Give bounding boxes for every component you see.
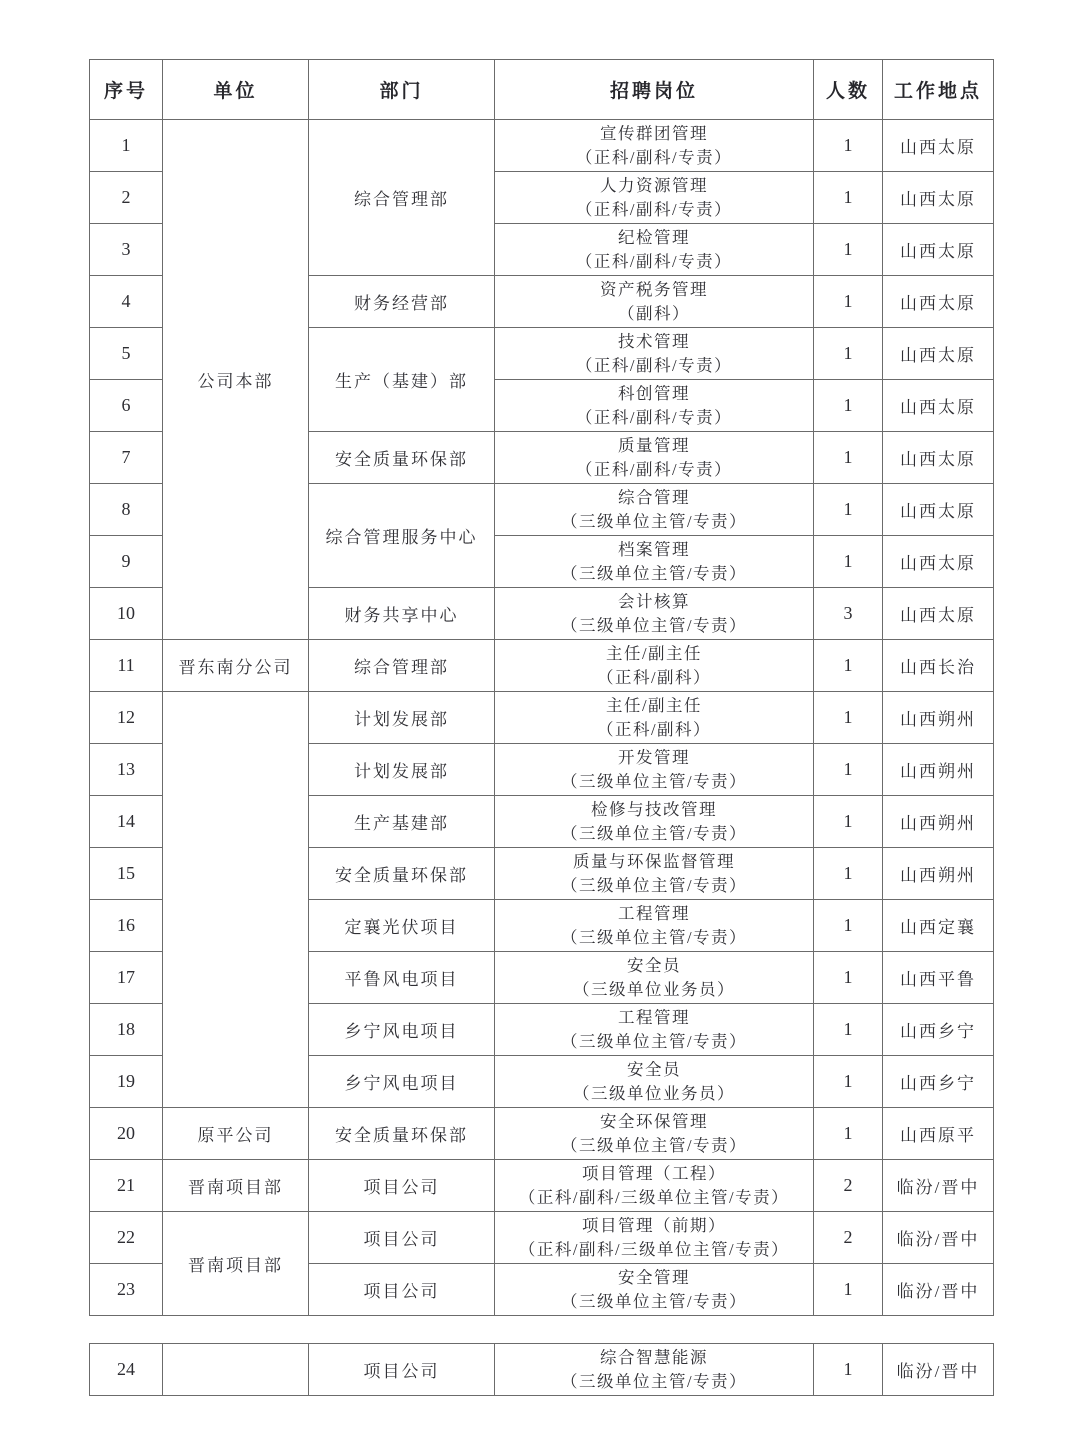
job-requirement: （正科/副科/专责） [575, 407, 733, 427]
location-cell: 山西定襄 [883, 900, 994, 952]
table-row [90, 1108, 994, 1160]
headcount-cell: 2 [814, 1160, 883, 1212]
table-row [90, 1344, 994, 1396]
dept-cell: 定襄光伏项目 [309, 900, 495, 952]
headcount-cell: 1 [814, 328, 883, 380]
headcount-cell: 1 [814, 276, 883, 328]
job-requirement: （三级单位主管/专责） [560, 1135, 748, 1155]
dept-cell: 财务共享中心 [309, 588, 495, 640]
job-cell [495, 276, 814, 328]
table-row [90, 1160, 994, 1212]
row-number-cell: 12 [90, 692, 163, 744]
location-cell: 山西太原 [883, 588, 994, 640]
recruitment-table-continuation [89, 1343, 994, 1396]
job-cell [495, 1212, 814, 1264]
job-requirement: （三级单位主管/专责） [560, 875, 748, 895]
table-row [90, 692, 994, 744]
job-cell [495, 1344, 814, 1396]
job-title: 质量管理 [618, 435, 690, 455]
job-title: 安全员 [627, 1059, 681, 1079]
header-dept: 部门 [309, 60, 495, 120]
job-cell [495, 1056, 814, 1108]
job-cell [495, 640, 814, 692]
job-title: 综合智慧能源 [600, 1347, 708, 1367]
job-requirement: （正科/副科/三级单位主管/专责） [518, 1239, 790, 1259]
header-row [90, 60, 994, 120]
job-requirement: （正科/副科/专责） [575, 459, 733, 479]
job-cell [495, 900, 814, 952]
headcount-cell: 1 [814, 692, 883, 744]
job-cell [495, 172, 814, 224]
unit-cell: 晋东南分公司 [163, 640, 309, 692]
table-row [90, 640, 994, 692]
dept-cell: 安全质量环保部 [309, 848, 495, 900]
job-cell [495, 328, 814, 380]
job-requirement: （正科/副科） [596, 667, 712, 687]
location-cell: 山西太原 [883, 432, 994, 484]
job-cell [495, 796, 814, 848]
row-number-cell: 6 [90, 380, 163, 432]
job-requirement: （三级单位主管/专责） [560, 1291, 748, 1311]
location-cell: 山西太原 [883, 224, 994, 276]
headcount-cell: 1 [814, 952, 883, 1004]
job-requirement: （正科/副科/三级单位主管/专责） [518, 1187, 790, 1207]
row-number-cell: 8 [90, 484, 163, 536]
job-cell [495, 848, 814, 900]
job-title: 项目管理（前期） [582, 1215, 726, 1235]
location-cell: 临汾/晋中 [883, 1212, 994, 1264]
job-requirement: （三级单位业务员） [573, 979, 735, 999]
location-cell: 山西乡宁 [883, 1004, 994, 1056]
job-title: 资产税务管理 [600, 279, 708, 299]
job-title: 安全环保管理 [600, 1111, 708, 1131]
row-number-cell: 2 [90, 172, 163, 224]
headcount-cell: 1 [814, 848, 883, 900]
unit-cell: 原平公司 [163, 1108, 309, 1160]
location-cell: 山西太原 [883, 380, 994, 432]
row-number-cell: 10 [90, 588, 163, 640]
row-number-cell: 15 [90, 848, 163, 900]
job-cell [495, 484, 814, 536]
job-requirement: （三级单位主管/专责） [560, 511, 748, 531]
header-location: 工作地点 [883, 60, 994, 120]
job-title: 主任/副主任 [605, 643, 703, 663]
location-cell: 山西朔州 [883, 796, 994, 848]
row-number-cell: 13 [90, 744, 163, 796]
headcount-cell: 1 [814, 432, 883, 484]
unit-cell: 晋南项目部 [163, 1160, 309, 1212]
dept-cell: 财务经营部 [309, 276, 495, 328]
location-cell: 山西朔州 [883, 692, 994, 744]
job-title: 检修与技改管理 [591, 799, 717, 819]
unit-cell [163, 1344, 309, 1396]
job-requirement: （三级单位主管/专责） [560, 771, 748, 791]
headcount-cell: 1 [814, 1108, 883, 1160]
headcount-cell: 1 [814, 1344, 883, 1396]
job-cell [495, 536, 814, 588]
dept-cell: 生产（基建）部 [309, 328, 495, 432]
unit-cell: 晋南项目部 [163, 1212, 309, 1316]
dept-cell: 生产基建部 [309, 796, 495, 848]
job-title: 工程管理 [618, 903, 690, 923]
job-cell [495, 1264, 814, 1316]
job-cell [495, 744, 814, 796]
headcount-cell: 1 [814, 1056, 883, 1108]
headcount-cell: 1 [814, 484, 883, 536]
row-number-cell: 19 [90, 1056, 163, 1108]
headcount-cell: 1 [814, 536, 883, 588]
job-requirement: （三级单位主管/专责） [560, 615, 748, 635]
row-number-cell: 14 [90, 796, 163, 848]
location-cell: 山西太原 [883, 276, 994, 328]
location-cell: 山西太原 [883, 172, 994, 224]
dept-cell: 项目公司 [309, 1344, 495, 1396]
row-number-cell: 23 [90, 1264, 163, 1316]
job-title: 宣传群团管理 [600, 123, 708, 143]
job-requirement: （正科/副科/专责） [575, 147, 733, 167]
headcount-cell: 1 [814, 380, 883, 432]
location-cell: 临汾/晋中 [883, 1344, 994, 1396]
location-cell: 山西平鲁 [883, 952, 994, 1004]
row-number-cell: 18 [90, 1004, 163, 1056]
row-number-cell: 1 [90, 120, 163, 172]
job-cell [495, 588, 814, 640]
job-requirement: （三级单位主管/专责） [560, 1031, 748, 1051]
job-cell [495, 120, 814, 172]
row-number-cell: 3 [90, 224, 163, 276]
job-cell [495, 380, 814, 432]
job-title: 科创管理 [618, 383, 690, 403]
row-number-cell: 4 [90, 276, 163, 328]
location-cell: 临汾/晋中 [883, 1264, 994, 1316]
job-title: 技术管理 [618, 331, 690, 351]
location-cell: 山西太原 [883, 328, 994, 380]
headcount-cell: 1 [814, 224, 883, 276]
location-cell: 山西朔州 [883, 848, 994, 900]
headcount-cell: 1 [814, 744, 883, 796]
headcount-cell: 1 [814, 1004, 883, 1056]
headcount-cell: 1 [814, 172, 883, 224]
job-requirement: （正科/副科/专责） [575, 199, 733, 219]
header-job: 招聘岗位 [495, 60, 814, 120]
job-cell [495, 952, 814, 1004]
job-title: 综合管理 [618, 487, 690, 507]
location-cell: 山西太原 [883, 120, 994, 172]
dept-cell: 计划发展部 [309, 744, 495, 796]
dept-cell: 项目公司 [309, 1160, 495, 1212]
row-number-cell: 24 [90, 1344, 163, 1396]
dept-cell: 综合管理部 [309, 120, 495, 276]
job-requirement: （正科/副科/专责） [575, 251, 733, 271]
row-number-cell: 17 [90, 952, 163, 1004]
job-requirement: （副科） [618, 303, 690, 323]
headcount-cell: 2 [814, 1212, 883, 1264]
dept-cell: 平鲁风电项目 [309, 952, 495, 1004]
row-number-cell: 11 [90, 640, 163, 692]
location-cell: 山西乡宁 [883, 1056, 994, 1108]
header-no: 序号 [90, 60, 163, 120]
headcount-cell: 1 [814, 1264, 883, 1316]
unit-cell: 公司本部 [163, 120, 309, 640]
header-unit: 单位 [163, 60, 309, 120]
header-count: 人数 [814, 60, 883, 120]
job-cell [495, 224, 814, 276]
dept-cell: 综合管理服务中心 [309, 484, 495, 588]
location-cell: 山西长治 [883, 640, 994, 692]
job-title: 项目管理（工程） [582, 1163, 726, 1183]
job-requirement: （三级单位主管/专责） [560, 823, 748, 843]
dept-cell: 综合管理部 [309, 640, 495, 692]
job-requirement: （三级单位业务员） [573, 1083, 735, 1103]
dept-cell: 安全质量环保部 [309, 432, 495, 484]
row-number-cell: 16 [90, 900, 163, 952]
dept-cell: 乡宁风电项目 [309, 1004, 495, 1056]
row-number-cell: 7 [90, 432, 163, 484]
job-title: 纪检管理 [618, 227, 690, 247]
row-number-cell: 5 [90, 328, 163, 380]
job-title: 开发管理 [618, 747, 690, 767]
job-title: 人力资源管理 [600, 175, 708, 195]
recruitment-table [89, 59, 994, 1316]
row-number-cell: 20 [90, 1108, 163, 1160]
dept-cell: 乡宁风电项目 [309, 1056, 495, 1108]
headcount-cell: 3 [814, 588, 883, 640]
headcount-cell: 1 [814, 796, 883, 848]
location-cell: 山西朔州 [883, 744, 994, 796]
headcount-cell: 1 [814, 120, 883, 172]
unit-cell [163, 692, 309, 1108]
row-number-cell: 22 [90, 1212, 163, 1264]
job-cell [495, 432, 814, 484]
location-cell: 山西太原 [883, 536, 994, 588]
dept-cell: 计划发展部 [309, 692, 495, 744]
job-title: 工程管理 [618, 1007, 690, 1027]
dept-cell: 项目公司 [309, 1212, 495, 1264]
job-title: 安全管理 [618, 1267, 690, 1287]
location-cell: 临汾/晋中 [883, 1160, 994, 1212]
job-cell [495, 692, 814, 744]
job-requirement: （三级单位主管/专责） [560, 563, 748, 583]
job-title: 会计核算 [618, 591, 690, 611]
location-cell: 山西原平 [883, 1108, 994, 1160]
job-requirement: （三级单位主管/专责） [560, 1371, 748, 1391]
table-row [90, 120, 994, 172]
dept-cell: 安全质量环保部 [309, 1108, 495, 1160]
job-title: 主任/副主任 [605, 695, 703, 715]
job-requirement: （正科/副科/专责） [575, 355, 733, 375]
row-number-cell: 9 [90, 536, 163, 588]
job-cell [495, 1108, 814, 1160]
job-cell [495, 1160, 814, 1212]
job-title: 安全员 [627, 955, 681, 975]
location-cell: 山西太原 [883, 484, 994, 536]
dept-cell: 项目公司 [309, 1264, 495, 1316]
row-number-cell: 21 [90, 1160, 163, 1212]
headcount-cell: 1 [814, 640, 883, 692]
job-title: 档案管理 [618, 539, 690, 559]
job-requirement: （正科/副科） [596, 719, 712, 739]
job-title: 质量与环保监督管理 [573, 851, 735, 871]
headcount-cell: 1 [814, 900, 883, 952]
job-cell [495, 1004, 814, 1056]
table-row [90, 1212, 994, 1264]
job-requirement: （三级单位主管/专责） [560, 927, 748, 947]
